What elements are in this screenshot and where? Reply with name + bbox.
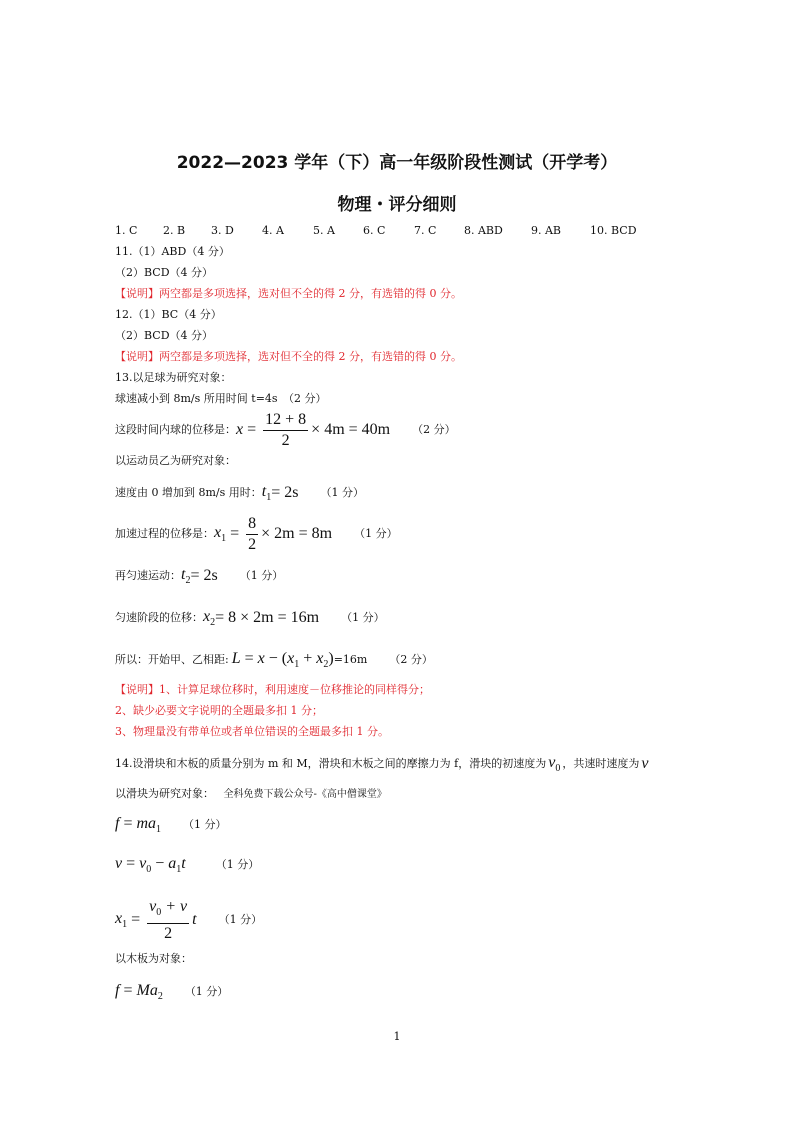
q14-eq1 [115,814,227,836]
q14-line2-label: 以滑块为研究对象： [115,787,214,800]
var-x1: $x_1$ [214,524,227,544]
score: （1 分） [183,818,227,831]
var-t1: $t_1$ [261,483,272,503]
fraction-numerator: 8 [246,515,258,535]
formula-rest: = 8 × 2m = 16m [215,609,320,626]
q13-line3-label: 这段时间内球的位移是： [115,423,236,436]
q13-accel-time [115,482,364,504]
equals-sign: = [247,421,257,438]
q13-distance [115,649,433,671]
formula-rest: × 2m = 8m [261,525,333,542]
q13-line8-label: 匀速阶段的位移： [115,611,203,624]
score: （1 分） [184,985,229,998]
q11-part2: （2）BCD（4 分） [115,266,214,279]
q13-line9-label: 所以：开始甲、乙相距: [115,653,229,666]
fraction [246,515,258,554]
q14-eq4 [115,981,228,1003]
answer-4: 4. A [262,224,284,237]
score: （1 分） [354,527,398,540]
var-x: x [236,421,244,438]
document-title: 2022—2023 学年（下）高一年级阶段性测试（开学考） [176,153,618,173]
formula: $v = v_0 - a_1t$ [115,855,186,875]
q14-line2 [115,787,387,802]
fraction-denominator: 2 [164,924,173,942]
document-subtitle: 物理・评分细则 [337,195,457,215]
q14-line1 [115,753,648,775]
answer-6: 6. C [363,224,386,237]
formula: $f = ma_1$ [115,815,162,835]
answer-8: 8. ABD [464,224,503,237]
formula-tail: =16m [333,653,368,666]
var-t: t [192,911,197,928]
q13-line7-label: 再匀速运动： [115,569,181,582]
score: （1 分） [215,858,260,871]
equals-sign: = [131,911,141,928]
answer-1: 1. C [115,224,138,237]
q13-ball-displacement [115,410,456,450]
q13-line2: 球速减小到 8m/s 所用时间 t=4s （2 分） [115,392,327,405]
score: （1 分） [320,486,364,499]
q14-eq3 [115,898,262,942]
fraction-denominator: 2 [281,431,290,449]
fraction-denominator: 2 [248,535,257,553]
q13-line4: 以运动员乙为研究对象： [115,454,236,467]
q14-eq2 [115,854,259,876]
fraction-numerator: 12 + 8 [263,411,308,431]
answer-2: 2. B [163,224,186,237]
q11-part1: 11.（1）ABD（4 分） [115,245,230,258]
score: （2 分） [389,653,433,666]
q11-note: 【说明】两空都是多项选择，选对但不全的得 2 分，有选错的得 0 分。 [115,287,462,300]
formula-rest: × 4m = 40m [311,421,391,438]
fraction [147,898,189,943]
answer-9: 9. AB [531,224,562,237]
q13-line5-label: 速度由 0 增加到 8m/s 用时： [115,486,262,499]
score: （1 分） [239,569,284,582]
formula-L: $L = x - (x_1 + x_2)$ [231,650,334,670]
q13-uniform-time [115,565,283,587]
q14-line2-extra: 全科免费下载公众号-《高中僧课堂》 [223,789,387,800]
var-x1: $x_1$ [115,910,128,930]
fraction [263,411,308,450]
q13-line1: 13.以足球为研究对象： [115,371,232,384]
page-number: 1 [393,1030,401,1043]
q12-part2: （2）BCD（4 分） [115,329,214,342]
answer-3: 3. D [211,224,234,237]
answer-5: 5. A [313,224,335,237]
fraction-numerator: $v_0 + v$ [147,898,189,924]
var-v: v [641,755,649,772]
var-t2: $t_2$ [181,566,191,586]
var-v0: $v_0$ [548,754,561,774]
q13-accel-displacement [115,512,398,556]
q13-uniform-displacement [115,607,385,629]
answer-7: 7. C [414,224,437,237]
score: （1 分） [218,913,263,926]
score: （2 分） [412,423,456,436]
q13-note2: 2、缺少必要文字说明的全题最多扣 1 分； [115,704,323,717]
formula: $f = Ma_2$ [115,982,163,1002]
q12-note: 【说明】两空都是多项选择，选对但不全的得 2 分，有选错的得 0 分。 [115,350,462,363]
q13-note3: 3、物理量没有带单位或者单位错误的全题最多扣 1 分。 [115,725,389,738]
q14-line1b: ，共速时速度为 [562,757,640,770]
var-x2: $x_2$ [203,608,216,628]
formula-rest: = 2s [271,484,299,501]
q12-part1: 12.（1）BC（4 分） [115,308,222,321]
q13-note1: 【说明】1、计算足球位移时，利用速度－位移推论的同样得分； [115,683,430,696]
equals-sign: = [230,525,240,542]
q13-line6-label: 加速过程的位移是： [115,527,214,540]
q14-line1a: 14.设滑块和木板的质量分别为 m 和 M，滑块和木板之间的摩擦力为 f，滑块的初速度为 [115,757,547,770]
answer-10: 10. BCD [590,224,637,237]
q14-board-label: 以木板为对象： [115,952,192,965]
formula-rest: = 2s [190,567,218,584]
score: （1 分） [341,611,385,624]
